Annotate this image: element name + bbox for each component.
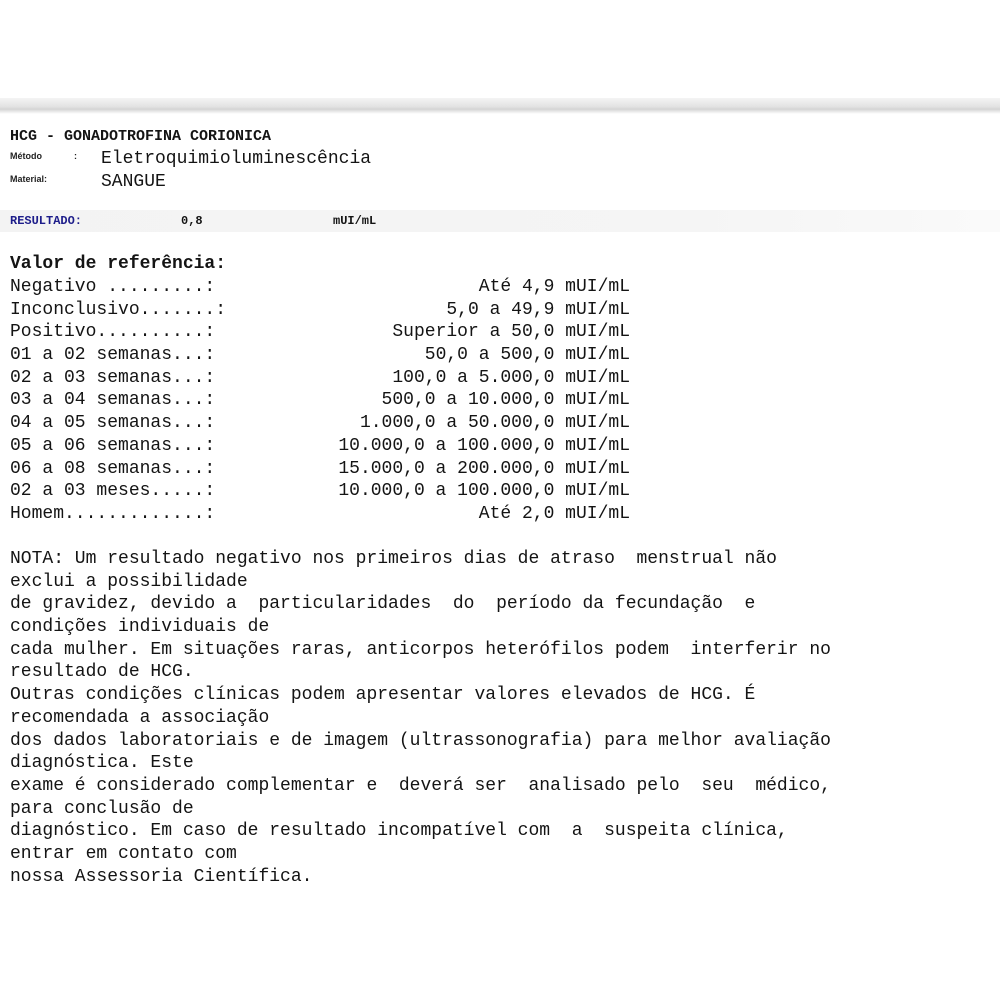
reference-row (10, 367, 630, 390)
note-line: NOTA: Um resultado negativo nos primeiros dias de atraso menstrual não (10, 549, 777, 569)
note-line: de gravidez, devido a particularidades do período da fecundação e (10, 594, 756, 615)
reference-row (10, 480, 630, 503)
reference-value: 1.000,0 a 50.000,0 mUI/mL (359, 413, 630, 434)
reference-row (10, 412, 630, 435)
reference-row (10, 299, 630, 322)
page-top-edge (0, 98, 1000, 114)
reference-label: 03 a 04 semanas...: (10, 390, 216, 411)
reference-value: Até 2,0 mUI/mL (478, 503, 630, 524)
result-value: 0,8 (181, 214, 203, 228)
reference-row (10, 276, 630, 299)
reference-label: 04 a 05 semanas...: (10, 413, 216, 434)
reference-value: Até 4,9 mUI/mL (478, 277, 630, 297)
reference-label: Inconclusivo.......: (10, 299, 227, 320)
reference-label: 05 a 06 semanas...: (10, 435, 216, 456)
note-line: nossa Assessoria Científica. (10, 866, 313, 887)
reference-value: Superior a 50,0 mUI/mL (392, 322, 630, 343)
reference-row (10, 389, 630, 412)
result-unit: mUI/mL (333, 214, 377, 228)
note-line: dos dados laboratoriais e de imagem (ultrassonografia) para melhor avaliação (10, 730, 831, 751)
reference-label: 02 a 03 meses.....: (10, 481, 216, 502)
note-line: entrar em contato com (10, 843, 237, 864)
reference-row (10, 435, 630, 458)
method-value: Eletroquimioluminescência (101, 149, 372, 169)
note-line: exame é considerado complementar e deverá ser analisado pelo seu médico, (10, 775, 831, 796)
reference-table (10, 276, 630, 526)
reference-row (10, 503, 630, 526)
reference-value: 15.000,0 a 200.000,0 mUI/mL (338, 458, 630, 479)
material-row (10, 174, 610, 196)
reference-value: 50,0 a 500,0 mUI/mL (424, 345, 630, 366)
note-line: resultado de HCG. (10, 662, 194, 683)
method-label: Método (10, 151, 42, 161)
note-line: recomendada a associação (10, 707, 270, 728)
note-line: exclui a possibilidade (10, 571, 248, 592)
reference-label: Positivo..........: (10, 322, 216, 343)
material-value: SANGUE (101, 172, 166, 192)
reference-value: 100,0 a 5.000,0 mUI/mL (392, 367, 630, 388)
reference-label: 06 a 08 semanas...: (10, 458, 216, 479)
note-line: diagnóstico. Em caso de resultado incompatível com a suspeita clínica, (10, 821, 788, 842)
result-label: RESULTADO: (10, 214, 83, 228)
note-line: para conclusão de (10, 798, 194, 819)
method-row (10, 151, 610, 173)
reference-row (10, 344, 630, 367)
reference-heading: Valor de referência: (10, 254, 227, 274)
exam-title: HCG - GONADOTROFINA CORIONICA (10, 128, 272, 145)
reference-label: Negativo .........: (10, 277, 216, 297)
reference-value: 10.000,0 a 100.000,0 mUI/mL (338, 481, 630, 502)
note-line: condições individuais de (10, 617, 270, 638)
note-paragraph (10, 548, 995, 888)
reference-row (10, 321, 630, 344)
reference-row (10, 458, 630, 481)
reference-label: 02 a 03 semanas...: (10, 367, 216, 388)
result-row (0, 210, 1000, 232)
method-colon: : (74, 151, 77, 161)
note-line: cada mulher. Em situações raras, anticorpos heterófilos podem interferir no (10, 639, 831, 660)
reference-value: 500,0 a 10.000,0 mUI/mL (381, 390, 630, 411)
reference-value: 10.000,0 a 100.000,0 mUI/mL (338, 435, 630, 456)
note-line: diagnóstica. Este (10, 753, 194, 774)
reference-label: Homem.............: (10, 503, 216, 524)
reference-label: 01 a 02 semanas...: (10, 345, 216, 366)
material-label: Material: (10, 174, 48, 184)
reference-value: 5,0 a 49,9 mUI/mL (446, 299, 630, 320)
note-line: Outras condições clínicas podem apresentar valores elevados de HCG. É (10, 685, 756, 706)
